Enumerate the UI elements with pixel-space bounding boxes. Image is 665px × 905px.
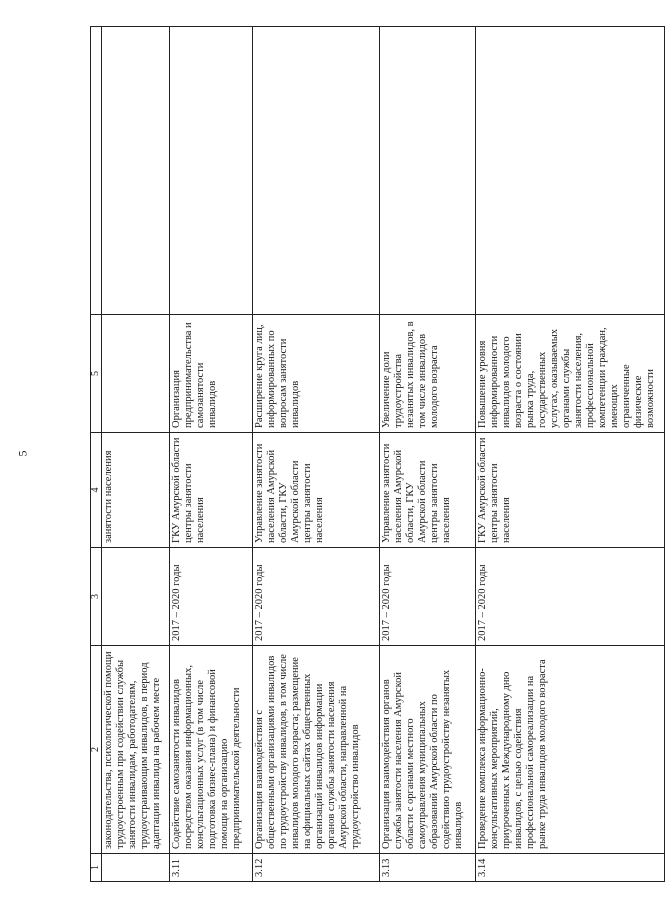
row-number: 3.12 — [253, 854, 380, 882]
row-result: Расширение круга лиц, информированных по вопросам занятости инвалидов — [253, 315, 380, 433]
row-period: 2017 – 2020 годы — [380, 548, 476, 646]
row-executor: Управление занятости населения Амурской области, ГКУ Амурской области центры занятости населения — [380, 433, 476, 548]
table-row — [102, 27, 170, 882]
table-row — [476, 27, 665, 882]
header-col-3: 3 — [91, 548, 102, 646]
row-extra — [102, 27, 170, 315]
row-period: 2017 – 2020 годы — [170, 548, 253, 646]
header-col-4: 4 — [91, 433, 102, 548]
row-executor: ГКУ Амурской области центры занятости населения — [476, 433, 665, 548]
row-action: Организация взаимодействия с общественными организациями инвалидов по трудоустройству инвалидов, в том числе инвалидов молодого возраста; размещение на официальных сайтах общественных организаций инвалидов информации органов службы занятости населения Амурской области, направленной на трудоустройство инвалидов — [253, 646, 380, 854]
row-period: 2017 – 2020 годы — [476, 548, 665, 646]
header-row — [91, 27, 102, 882]
table-row — [380, 27, 476, 882]
row-period — [102, 548, 170, 646]
row-executor: ГКУ Амурской области центры занятости населения — [170, 433, 253, 548]
row-number: 3.14 — [476, 854, 665, 882]
row-action: Проведение комплекса информационно-консультативных мероприятий, приуроченных к Международному дню инвалидов, с целью содействия профессиональной самореализации на рынке труда инвалидов молодого возраста — [476, 646, 665, 854]
header-col-6 — [91, 27, 102, 315]
table-row — [170, 27, 253, 882]
row-extra — [253, 27, 380, 315]
header-col-2: 2 — [91, 646, 102, 854]
row-action: Организация взаимодействия органов службы занятости населения Амурской области с органами местного самоуправления муниципальных образований Амурской области по содействию трудоустройству незанятых инвалидов — [380, 646, 476, 854]
row-executor: занятости населения — [102, 433, 170, 548]
row-result: Организация предпринимательства и самозанятости инвалидов — [170, 315, 253, 433]
row-action: законодательства, психологической помощи трудоустроенным при содействии службы занятости инвалидам, работодателям, трудоустраивающим инвалидов, в период адаптации инвалида на рабочем месте — [102, 646, 170, 854]
row-number: 3.11 — [170, 854, 253, 882]
header-col-1: 1 — [91, 854, 102, 882]
row-period: 2017 – 2020 годы — [253, 548, 380, 646]
row-executor: Управление занятости населения Амурской области, ГКУ Амурской области центры занятости населения — [253, 433, 380, 548]
row-result: Повышение уровня информированности инвалидов молодого возраста о состоянии рынка труда, государственных услугах, оказываемых органами службы занятости населения, профессиональной компетенции граждан, имеющих ограниченные физические возможности — [476, 315, 665, 433]
row-extra — [380, 27, 476, 315]
row-extra — [476, 27, 665, 315]
header-col-5: 5 — [91, 315, 102, 433]
table-row — [253, 27, 380, 882]
rotated-table-container — [90, 27, 665, 882]
row-number: 3.13 — [380, 854, 476, 882]
row-number — [102, 854, 170, 882]
row-action: Содействие самозанятости инвалидов посредством оказания информационных, консультационных услуг (в том числе подготовка бизнес-плана) и финансовой помощи на организацию предпринимательской деятельности — [170, 646, 253, 854]
page-number: 5 — [15, 450, 30, 457]
row-result — [102, 315, 170, 433]
row-result: Увеличение доли трудоустройства незанятых инвалидов, в том числе инвалидов молодого возраста — [380, 315, 476, 433]
row-extra — [170, 27, 253, 315]
measures-table — [90, 26, 665, 882]
